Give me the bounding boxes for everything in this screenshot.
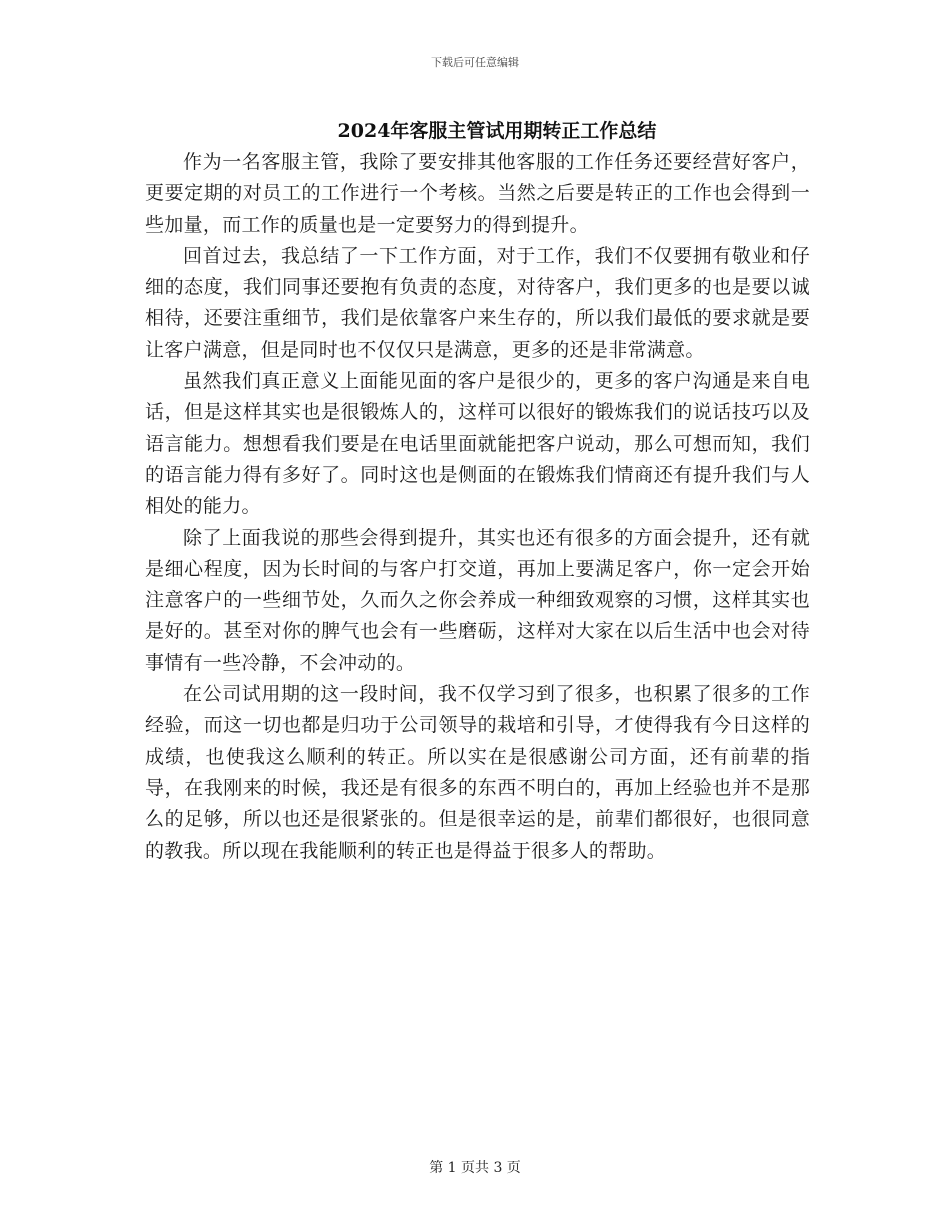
paragraph-1: 作为一名客服主管，我除了要安排其他客服的工作任务还要经营好客户，更要定期的对员工的工作进行一个考核。当然之后要是转正的工作也会得到一些加量，而工作的质量也是一定要努力的得到提升。 (145, 151, 810, 236)
paragraph-5: 在公司试用期的这一段时间，我不仅学习到了很多，也积累了很多的工作经验，而这一切也都是归功于公司领导的栽培和引导，才使得我有今日这样的成绩，也使我这么顺利的转正。所以实在是很感谢公司方面，还有前辈的指导，在我刚来的时候，我还是有很多的东西不明白的，再加上经验也并不是那么的足够，所以也还是很紧张的。但是很幸运的是，前辈们都很好，也很同意的教我。所以现在我能顺利的转正也是得益于很多人的帮助。 (145, 683, 810, 862)
header-note: 下载后可任意编辑 (431, 56, 519, 69)
document-title: 2024年客服主管试用期转正工作总结 (337, 120, 657, 142)
paragraph-3: 虽然我们真正意义上面能见面的客户是很少的，更多的客户沟通是来自电话，但是这样其实也是很锻炼人的，这样可以很好的锻炼我们的说话技巧以及语言能力。想想看我们要是在电话里面就能把客户说动，那么可想而知，我们的语言能力得有多好了。同时这也是侧面的在锻炼我们情商还有提升我们与人相处的能力。 (145, 370, 810, 518)
paragraph-4: 除了上面我说的那些会得到提升，其实也还有很多的方面会提升，还有就是细心程度，因为长时间的与客户打交道，再加上要满足客户，你一定会开始注意客户的一些细节处，久而久之你会养成一种细致观察的习惯，这样其实也是好的。甚至对你的脾气也会有一些磨砺，这样对大家在以后生活中也会对待事情有一些冷静，不会冲动的。 (145, 526, 810, 674)
document-body (145, 147, 810, 867)
page-number-footer: 第 1 页共 3 页 (429, 1160, 521, 1176)
paragraph-2: 回首过去，我总结了一下工作方面，对于工作，我们不仅要拥有敬业和仔细的态度，我们同事还要抱有负责的态度，对待客户，我们更多的也是要以诚相待，还要注重细节，我们是依靠客户来生存的，所以我们最低的要求就是要让客户满意，但是同时也不仅仅只是满意，更多的还是非常满意。 (145, 244, 810, 361)
